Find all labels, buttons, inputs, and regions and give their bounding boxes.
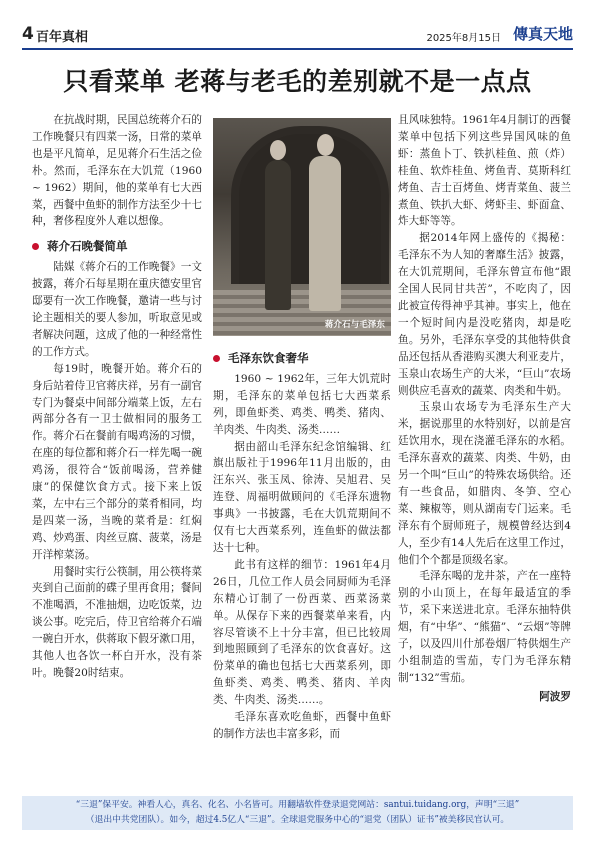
header-divider — [22, 48, 573, 50]
section2-paragraph: 据由韶山毛泽东纪念馆编辑、红旗出版社于1996年11月出版的，由汪东兴、张玉凤、徐涛、吴旭君、吴连登、周福明做顾问的《毛泽东遗物事典》一书披露，毛在大饥荒期间不仅有七大西菜系列，连鱼虾的做法都达十七种。 — [213, 440, 391, 554]
photo-figure-left — [265, 160, 291, 310]
newspaper-logo: 傳真天地 — [512, 25, 573, 43]
article-headline: 只看菜单 老蒋与老毛的差别就不是一点点 — [63, 67, 532, 96]
section2-title: 毛泽东饮食奢华 — [228, 351, 309, 365]
bullet-icon — [213, 355, 220, 362]
section1-paragraph: 用餐时实行公筷制，用公筷将菜夹到自己面前的碟子里再食用；餐间不准喝酒，不准抽烟，边吃饭菜，边谈公事。吃完后，侍卫官给蒋介石端一碗白开水，供蒋取下假牙漱口用，其他人也各饮一杯白开水，没有茶叶。晚餐20时结束。 — [32, 565, 202, 679]
column3-paragraph: 毛泽东喝的龙井茶，产在一座特别的小山顶上，在每年最适宜的季节，采下来送进北京。毛泽东抽特供烟，有“中华”、“熊猫”、“云烟”等牌子，以及四川什邡卷烟厂特供烟生产小组制造的雪茄，专门为毛泽东精制“132”雪茄。 — [398, 570, 571, 684]
section1-heading — [32, 238, 202, 255]
page-header — [22, 26, 573, 46]
column-1 — [32, 112, 202, 682]
footer-line: （退出中共党团队）。如今，超过4.5亿人“三退”。全球退党服务中心的“退党（团队）证书”被美移民官认可。 — [85, 815, 510, 825]
historical-photo — [213, 118, 391, 336]
section2-heading — [213, 350, 391, 367]
article-author: 阿波罗 — [539, 690, 571, 703]
footer-notice — [22, 796, 573, 830]
section2-paragraph: 1960 ~ 1962年，三年大饥荒时期，毛泽东的菜单包括七大西菜系列，即鱼虾类、鸡类、鸭类、猪肉、羊肉类、牛肉类、汤类…… — [213, 372, 391, 436]
column-3 — [398, 112, 571, 706]
page-number: 4 — [22, 24, 34, 44]
section2-paragraph: 此书有这样的细节：1961年4月26日，几位工作人员会同厨师为毛泽东精心订制了一份西菜、西菜汤菜单。从保存下来的西餐菜单来看，内容尽管谈不上十分丰富，但已比较周到地照顾到了毛泽东的饮食喜好。这份菜单的确也包括七大西菜系列，即鱼虾类、鸡类、鸭类、猪肉、羊肉类、牛肉类、汤类……。 — [213, 558, 391, 707]
issue-date: 2025年8月15日 — [426, 33, 501, 44]
column-2 — [213, 342, 391, 743]
photo-figure-right — [309, 156, 341, 311]
section1-paragraph: 每19时，晚餐开始。蒋介石的身后站着侍卫官蒋庆祥，另有一副官专门为餐桌中间部分端菜上饭，左右两部分各有一卫士做相同的服务工作。蒋介石在餐前有喝鸡汤的习惯，在座的每位都和蒋介石一样先喝一碗鸡汤，很符合“饭前喝汤，营养健康”的保健饮食方式。接下来上饭菜，左中右三个部分的菜肴相同，均是四菜一汤，当晚的菜肴是：红焖鸡、炒鸡蛋、肉丝豆腐、菠菜，汤是开洋榨菜汤。 — [32, 362, 202, 561]
column3-paragraph: 玉泉山农场专为毛泽东生产大米，据说那里的水特别好，以前是宫廷饮用水，现在浇灌毛泽东的水稻。毛泽东喜欢的蔬菜、肉类、牛奶，由另一个叫“巨山”的特殊农场供给。还有一些食品，如腊肉、冬笋、空心菜、辣椒等，则从湖南专门运来。毛泽东有个厨师班子，规模曾经达到4人，至少有14人先后在这里工作过，他们个个都是顶级名家。 — [398, 401, 571, 566]
section1-title: 蒋介石晚餐简单 — [47, 239, 128, 254]
section1-paragraph: 陆媒《蒋介石的工作晚餐》一文披露，蒋介石每星期在重庆德安里官邸要有一次工作晚餐，邀请一些与讨论主题相关的要人参加，听取意见或者解决问题，这成了他的一种经常性的工作方式。 — [32, 261, 202, 358]
column3-paragraph: 据2014年网上盛传的《揭秘：毛泽东不为人知的奢靡生活》披露，在大饥荒期间，毛泽东曾宣布他“跟全国人民同甘共苦”，不吃肉了，因此被宣传得神乎其神。事实上，他在一个短时间内是没吃猪肉，却是吃鱼。另外，毛泽东享受的其他特供食品还包括从香港购买澳大利亚麦片，玉泉山农场生产的大米，“巨山”农场则供应毛喜欢的蔬菜、肉类和牛奶。 — [398, 232, 571, 397]
continued-paragraph: 且风味独特。1961年4月制订的西餐菜单中包括下列这些异国风味的鱼虾：蒸鱼卜丁、铁扒桂鱼、煎（炸）桂鱼、软炸桂鱼、烤鱼青、莫斯科红烤鱼、吉士百烤鱼、烤青菜鱼、菠兰煮鱼、铁扒大虾、烤虾圭、虾面盒、炸大虾等等。 — [398, 114, 571, 228]
footer-line: “三退”保平安。神看人心，真名、化名、小名皆可。用翻墙软件登录退党网站：santui.tuidang.org，声明“三退” — [75, 800, 520, 810]
bullet-icon — [32, 243, 39, 250]
section-name: 百年真相 — [36, 30, 89, 45]
photo-caption: 蒋介石与毛泽东 — [324, 320, 385, 330]
intro-paragraph: 在抗战时期，民国总统蒋介石的工作晚餐只有四菜一汤，日常的菜单也是平凡简单，足见蒋介石生活之俭朴。然而，毛泽东在大饥荒（1960 ~ 1962）期间，他的菜单有七大西菜，西餐中鱼虾的制作方法至少十七种，奢侈程度外人难以想像。 — [32, 114, 202, 228]
section2-paragraph: 毛泽东喜欢吃鱼虾，西餐中鱼虾的制作方法也丰富多彩，而 — [213, 711, 391, 740]
